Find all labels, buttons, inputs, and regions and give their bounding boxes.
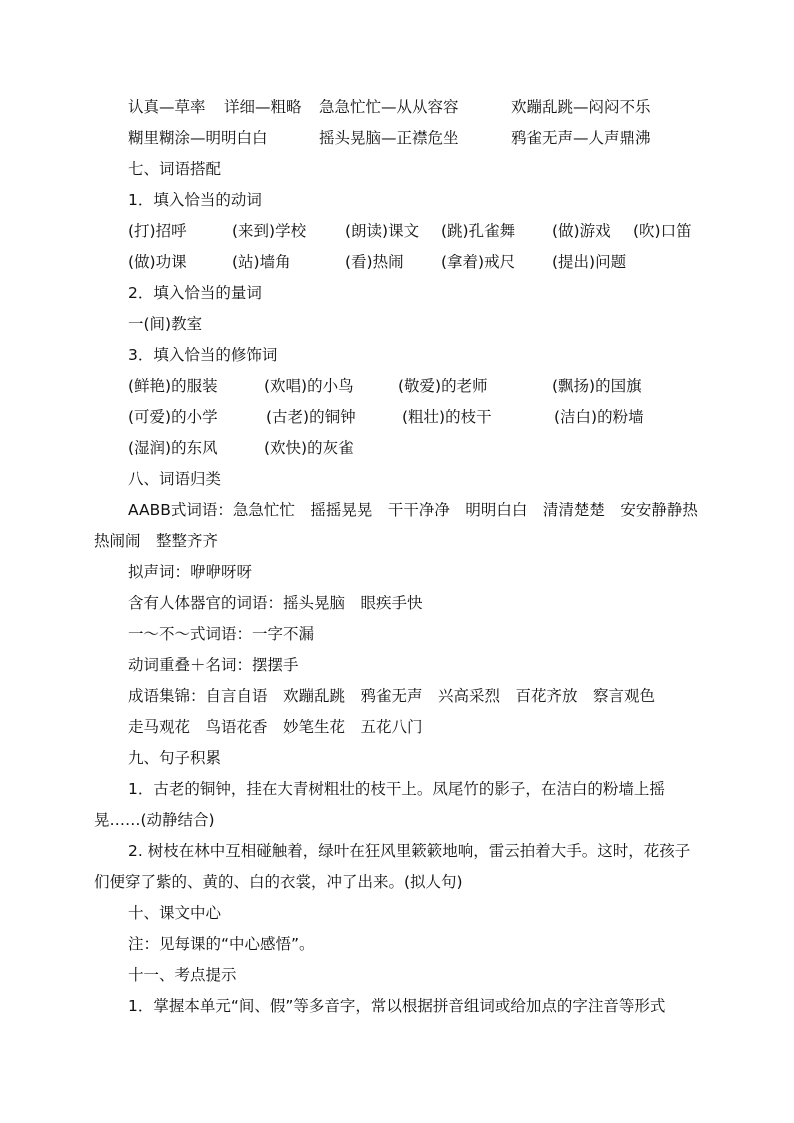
sentence-2: 2. 树枝在林中互相碰触着，绿叶在狂风里簌簌地响，雷云拍着大手。这时，花孩子们便穿了紫的、黄的、白的衣裳，冲了出来。(拟人句) [94, 842, 691, 891]
antonym-pair: 欢蹦乱跳—闷闷不乐 [511, 98, 651, 116]
modifier-item: (湿润)的东风 [128, 439, 218, 457]
verb-item: (提出)问题 [552, 253, 627, 271]
modifier-item: (古老)的铜钟 [266, 408, 356, 426]
aabb-paragraph: AABB式词语：急急忙忙 摇摇晃晃 干干净净 明明白白 清清楚楚 安安静静热热闹闹 整整齐齐 [94, 501, 698, 550]
verb-item: (来到)学校 [232, 222, 307, 240]
section-8-heading: 八、词语归类 [128, 470, 222, 488]
antonym-pair: 详细—粗略 [224, 98, 302, 116]
sub-heading-verbs: 1．填入恰当的动词 [128, 191, 262, 209]
modifier-item: (欢唱)的小鸟 [264, 377, 354, 395]
verb-item: (朗读)课文 [345, 222, 420, 240]
exam-tip-1: 1．掌握本单元“间、假”等多音字，常以根据拼音组词或给加点的字注音等形式 [128, 997, 666, 1015]
antonym-pair: 急急忙忙—从从容容 [319, 98, 459, 116]
verb-noun-line: 动词重叠＋名词：摆摆手 [128, 656, 299, 674]
verb-item: (跳)孔雀舞 [441, 222, 516, 240]
verb-item: (吹)口笛 [633, 222, 692, 240]
antonym-pair: 认真—草率 [128, 98, 206, 116]
idioms-line-1: 成语集锦：自言自语 欢蹦乱跳 鸦雀无声 兴高采烈 百花齐放 察言观色 [128, 687, 656, 705]
section-10-heading: 十、课文中心 [128, 904, 222, 922]
idioms-line-2: 走马观花 鸟语花香 妙笔生花 五花八门 [128, 718, 423, 736]
onomatopoeia-line: 拟声词：咿咿呀呀 [128, 563, 253, 581]
measure-word-item: 一(间)教室 [128, 315, 203, 333]
center-note: 注：见每课的“中心感悟”。 [128, 935, 315, 953]
verb-item: (做)功课 [128, 253, 187, 271]
section-11-heading: 十一、考点提示 [128, 966, 237, 984]
modifier-item: (欢快)的灰雀 [264, 439, 354, 457]
sentence-1: 1．古老的铜钟，挂在大青树粗壮的枝干上。凤尾竹的影子，在洁白的粉墙上摇晃……(动静结合) [94, 780, 665, 829]
body-organ-words-line: 含有人体器官的词语：摇头晃脑 眼疾手快 [128, 594, 423, 612]
section-7-heading: 七、词语搭配 [128, 160, 222, 178]
verb-item: (拿着)戒尺 [441, 253, 516, 271]
antonym-pair: 摇头晃脑—正襟危坐 [319, 129, 459, 147]
verb-item: (打)招呼 [128, 222, 187, 240]
modifier-item: (可爱)的小学 [128, 408, 218, 426]
modifier-item: (敬爱)的老师 [398, 377, 488, 395]
modifier-item: (鲜艳)的服装 [128, 377, 218, 395]
yi-bu-pattern-line: 一～不～式词语：一字不漏 [128, 625, 315, 643]
antonym-pair: 糊里糊涂—明明白白 [128, 129, 268, 147]
verb-item: (看)热闹 [345, 253, 404, 271]
modifier-item: (粗壮)的枝干 [402, 408, 492, 426]
section-9-heading: 九、句子积累 [128, 749, 222, 767]
modifier-item: (洁白)的粉墙 [554, 408, 644, 426]
antonym-pair: 鸦雀无声—人声鼎沸 [511, 129, 651, 147]
modifier-item: (飘扬)的国旗 [552, 377, 642, 395]
verb-item: (做)游戏 [552, 222, 611, 240]
verb-item: (站)墙角 [232, 253, 291, 271]
sub-heading-modifiers: 3．填入恰当的修饰词 [128, 346, 278, 364]
sub-heading-measure: 2．填入恰当的量词 [128, 284, 262, 302]
